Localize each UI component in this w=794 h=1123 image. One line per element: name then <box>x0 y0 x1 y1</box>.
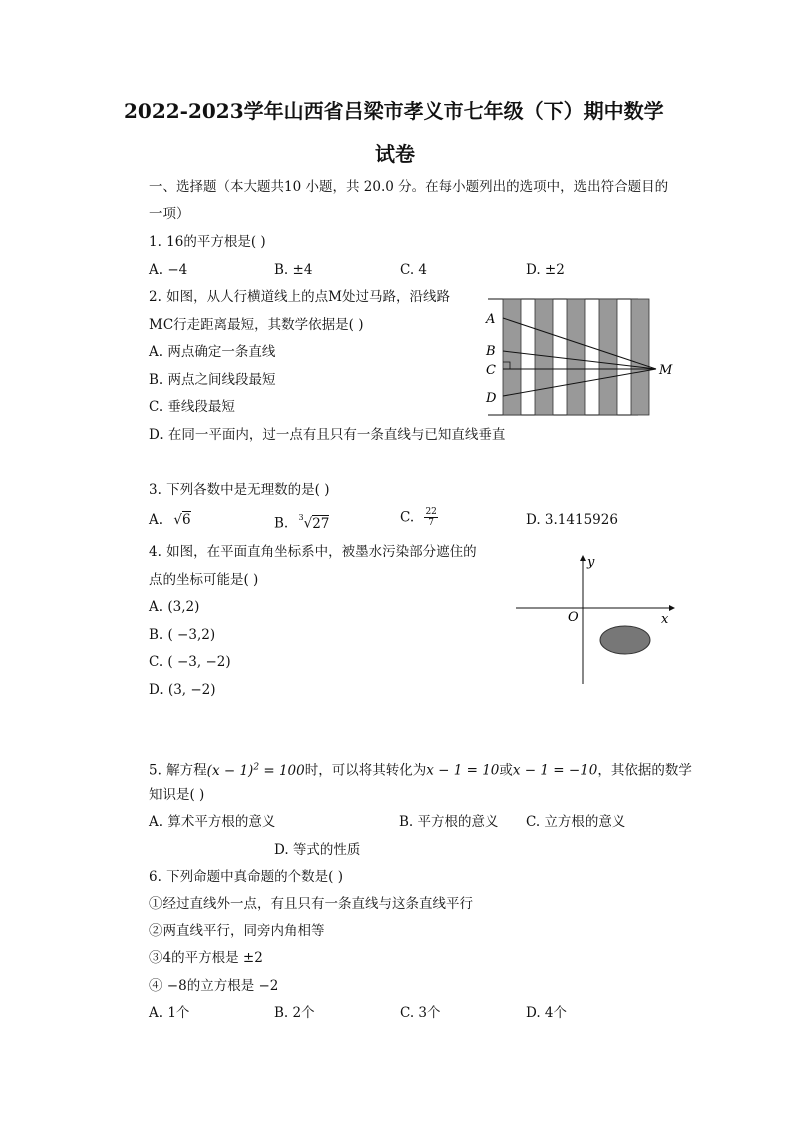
q1-stem: 1. 16的平方根是( ) <box>149 234 266 250</box>
q4-option-b: B. ( −3,2) <box>149 627 216 643</box>
q3-option-b-prefix: B. <box>274 515 289 532</box>
q5-equation-1-exponent: 2 <box>253 762 260 772</box>
q5-option-c: C. 立方根的意义 <box>526 814 626 830</box>
q6-option-c: C. 3个 <box>400 1005 441 1021</box>
q6-stem: 6. 下列命题中真命题的个数是( ) <box>149 869 343 885</box>
q6-option-b: B. 2个 <box>274 1005 315 1021</box>
q5-option-a: A. 算术平方根的意义 <box>149 814 276 830</box>
title-line-2: 试卷 <box>375 142 415 166</box>
label-d: D <box>486 391 497 406</box>
q5-equation-1-rhs: = 100 <box>259 762 305 779</box>
q5-stem-text-d: ，其依据的数学 <box>597 762 692 779</box>
q3-option-c-prefix: C. <box>400 509 415 526</box>
q5-stem-text-c: 或 <box>499 762 513 779</box>
q2-crosswalk-figure <box>478 293 678 423</box>
q4-stem-line-1: 4. 如图，在平面直角坐标系中，被墨水污染部分遮住的 <box>149 544 477 560</box>
label-b: B <box>486 344 496 359</box>
q1-option-d: D. ±2 <box>526 262 565 278</box>
q5-option-d: D. 等式的性质 <box>274 842 361 858</box>
section-header-line-1: 一、选择题（本大题共10 小题，共 20.0 分。在每小题列出的选项中，选出符合题目的 <box>149 179 669 195</box>
q5-equation-2: x − 1 = 10 <box>426 762 500 779</box>
q4-coordinate-figure <box>510 550 680 690</box>
stripe <box>599 299 617 415</box>
stripe <box>631 299 649 415</box>
q5-stem-line-1 <box>149 758 692 780</box>
q1-option-a: A. −4 <box>149 262 188 278</box>
label-origin: O <box>568 610 579 625</box>
q5-stem-text-b: 时，可以将其转化为 <box>304 762 427 779</box>
q5-equation-3: x − 1 = −10 <box>512 762 598 779</box>
label-c: C <box>486 363 496 378</box>
q2-stem-line-2: MC行走距离最短，其数学依据是( ) <box>149 317 364 333</box>
fraction-numerator: 22 <box>425 507 437 517</box>
q4-stem-line-2: 点的坐标可能是( ) <box>149 572 259 588</box>
q5-stem-line-2: 知识是( ) <box>149 787 205 803</box>
section-header-line-2: 一项） <box>149 206 190 222</box>
label-x: x <box>661 612 669 627</box>
sqrt-symbol: √ <box>173 512 182 528</box>
q3-option-c <box>400 507 438 528</box>
q1-option-b: B. ±4 <box>274 262 313 278</box>
q1-option-c: C. 4 <box>400 262 428 278</box>
cube-root-symbol: √ <box>303 515 313 532</box>
q3-option-b-radicand: 27 <box>312 515 330 532</box>
q6-item-4: ④ −8的立方根是 −2 <box>149 978 279 994</box>
q6-option-d: D. 4个 <box>526 1005 568 1021</box>
q4-option-a: A. (3,2) <box>149 599 200 615</box>
label-a: A <box>486 312 496 327</box>
q6-item-1: ①经过直线外一点，有且只有一条直线与这条直线平行 <box>149 896 473 912</box>
q2-stem-line-1: 2. 如图，从人行横道线上的点M处过马路，沿线路 <box>149 289 450 305</box>
q3-option-b-root-index: 3 <box>298 513 304 522</box>
q5-stem-text-a: 5. 解方程 <box>149 762 207 779</box>
q4-option-d: D. (3, −2) <box>149 682 216 698</box>
q3-option-a <box>149 511 191 529</box>
q2-option-b: B. 两点之间线段最短 <box>149 372 276 388</box>
title-line-1: 2022-2023学年山西省吕梁市孝义市七年级（下）期中数学 <box>124 99 664 123</box>
q3-stem: 3. 下列各数中是无理数的是( ) <box>149 482 330 498</box>
q6-item-2: ②两直线平行，同旁内角相等 <box>149 923 325 939</box>
q6-option-a: A. 1个 <box>149 1005 190 1021</box>
q6-item-3: ③4的平方根是 ±2 <box>149 950 263 966</box>
fraction-denominator: 7 <box>428 518 435 528</box>
q2-option-d: D. 在同一平面内，过一点有且只有一条直线与已知直线垂直 <box>149 427 506 443</box>
q3-option-a-radicand: 6 <box>181 512 191 528</box>
q2-option-a: A. 两点确定一条直线 <box>149 344 276 360</box>
label-y: y <box>587 555 595 570</box>
stripe <box>503 299 521 415</box>
q4-option-c: C. ( −3, −2) <box>149 654 231 670</box>
q3-option-b <box>274 511 329 533</box>
ink-blot <box>600 626 650 654</box>
q3-option-c-fraction <box>424 507 437 528</box>
label-m: M <box>659 363 673 378</box>
stripe <box>567 299 585 415</box>
q3-option-d: D. 3.1415926 <box>526 512 618 528</box>
q5-equation-1 <box>207 763 305 779</box>
q3-option-a-prefix: A. <box>149 512 164 528</box>
q2-option-c: C. 垂线段最短 <box>149 399 235 415</box>
q5-equation-1-base: (x − 1) <box>206 762 254 779</box>
q5-option-b: B. 平方根的意义 <box>399 814 499 830</box>
